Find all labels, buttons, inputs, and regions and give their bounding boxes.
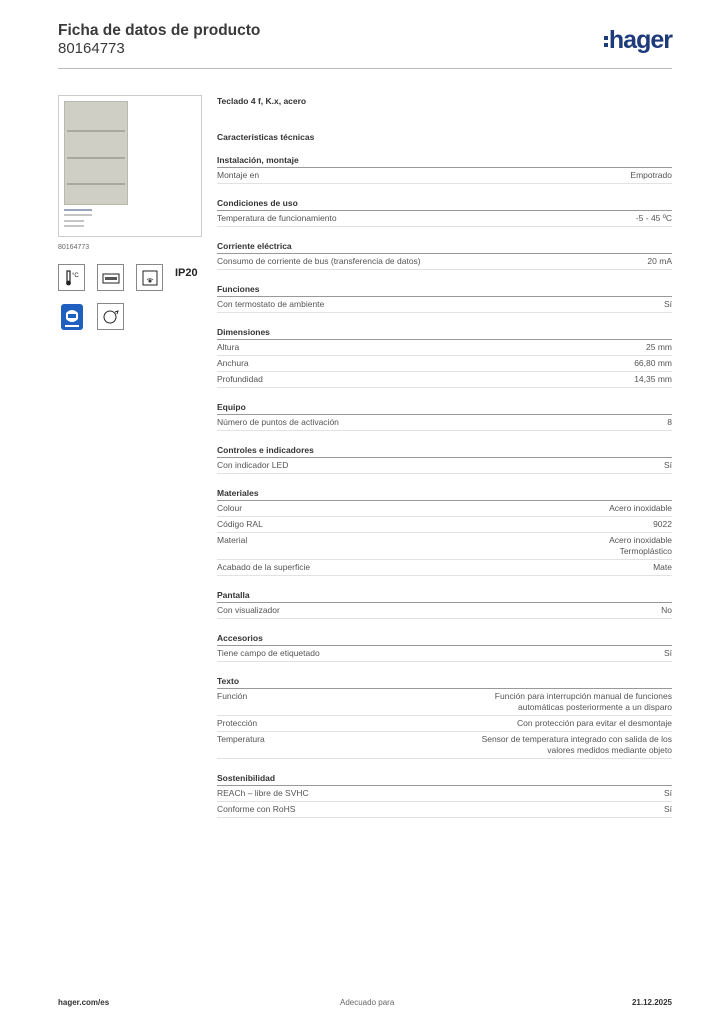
spec-value — [664, 804, 672, 815]
spec-label: Con termostato de ambiente — [217, 299, 325, 309]
footer-website: hager.com/es — [58, 998, 110, 1007]
spec-section — [217, 155, 672, 184]
spec-value-line: 25 mm — [646, 342, 672, 352]
image-product-code: 80164773 — [58, 244, 90, 251]
energy-label-icon — [58, 303, 85, 330]
product-description: Teclado 4 f, K.x, acero — [217, 96, 307, 106]
spec-value — [630, 170, 672, 181]
spec-value-line: Sí — [663, 788, 672, 798]
spec-row — [217, 297, 672, 313]
spec-row — [217, 732, 672, 759]
spec-row — [217, 646, 672, 662]
spec-row — [217, 211, 672, 227]
spec-value-line: Mate — [653, 562, 672, 572]
thermometer-celsius-icon — [58, 264, 85, 291]
spec-row — [217, 415, 672, 431]
spec-content — [217, 96, 672, 832]
spec-label: Material — [217, 535, 248, 545]
spec-value-line: 14,35 mm — [634, 374, 672, 384]
svg-text:°C: °C — [71, 272, 79, 279]
spec-label: Temperatura — [217, 734, 265, 744]
section-title: Sostenibilidad — [217, 773, 672, 786]
section-title: Condiciones de uso — [217, 198, 672, 211]
spec-value — [664, 460, 672, 471]
keypad-divider — [67, 157, 125, 159]
spec-label: Código RAL — [217, 519, 263, 529]
section-title: Pantalla — [217, 590, 672, 603]
spec-value-line: Acero inoxidable — [609, 535, 672, 545]
spec-value-line: Sí — [663, 299, 672, 309]
spec-value — [661, 605, 672, 616]
spec-value — [609, 503, 672, 514]
spec-value — [667, 417, 672, 428]
spec-section — [217, 284, 672, 313]
spec-section — [217, 676, 672, 759]
spec-row — [217, 340, 672, 356]
product-thumb-line — [64, 220, 84, 222]
spec-label: Temperatura de funcionamiento — [217, 213, 337, 223]
spec-label: Función — [217, 691, 248, 701]
keypad-divider — [67, 183, 125, 185]
section-title: Dimensiones — [217, 327, 672, 340]
page-title: Ficha de datos de producto — [58, 22, 261, 39]
spec-value-line: Sensor de temperatura integrado con salida de los — [481, 734, 672, 744]
spec-value — [647, 256, 672, 267]
ip-rating-icon: IP20 — [175, 267, 198, 279]
spec-row — [217, 560, 672, 576]
spec-row — [217, 786, 672, 802]
spec-value-line: No — [661, 605, 672, 615]
spec-value-line: valores medidos mediante objeto — [547, 745, 672, 755]
spec-value — [482, 734, 672, 756]
spec-value-line: automáticas posteriormente a un disparo — [517, 702, 672, 712]
sensor-icon — [136, 264, 163, 291]
spec-label: Altura — [217, 342, 240, 352]
spec-label: Colour — [217, 503, 243, 513]
section-title: Equipo — [217, 402, 672, 415]
spec-value-line: 20 mA — [647, 256, 672, 266]
spec-value — [664, 788, 672, 799]
spec-value — [517, 718, 672, 729]
spec-value — [634, 374, 672, 385]
spec-value — [664, 648, 672, 659]
spec-value — [653, 519, 672, 530]
spec-section — [217, 402, 672, 431]
section-title: Instalación, montaje — [217, 155, 672, 168]
spec-value — [634, 358, 672, 369]
section-title: Controles e indicadores — [217, 445, 672, 458]
display-icon — [97, 264, 124, 291]
spec-section — [217, 590, 672, 619]
spec-section — [217, 633, 672, 662]
spec-label: Anchura — [217, 358, 249, 368]
spec-row — [217, 356, 672, 372]
spec-label: REACh – libre de SVHC — [217, 788, 309, 798]
product-thumb-line — [64, 225, 84, 227]
spec-label: Acabado de la superficie — [217, 562, 311, 572]
spec-label: Con visualizador — [217, 605, 280, 615]
product-thumb-line — [64, 209, 92, 211]
spec-value — [636, 213, 672, 224]
spec-value-line: 9022 — [653, 519, 672, 529]
section-title: Materiales — [217, 488, 672, 501]
spec-value-line: Termoplástico — [619, 546, 672, 556]
keypad-divider — [67, 130, 125, 132]
section-title: Accesorios — [217, 633, 672, 646]
spec-section — [217, 241, 672, 270]
spec-label: Consumo de corriente de bus (transferencia de datos) — [217, 256, 421, 266]
spec-value-line: Empotrado — [630, 170, 672, 180]
logo-dots-icon — [604, 33, 608, 50]
spec-value-line: 66,80 mm — [634, 358, 672, 368]
spec-section — [217, 445, 672, 474]
tech-characteristics-title: Características técnicas — [217, 132, 315, 142]
spec-section — [217, 773, 672, 818]
hager-logo — [604, 26, 672, 55]
spec-section — [217, 327, 672, 388]
spec-value-line: -5 - 45 ºC — [635, 213, 672, 223]
spec-value-line: Sí — [663, 804, 672, 814]
spec-label: Profundidad — [217, 374, 263, 384]
spec-value-line: Con protección para evitar el desmontaje — [517, 718, 672, 728]
spec-value — [653, 562, 672, 573]
spec-label: Con indicador LED — [217, 460, 289, 470]
header-divider — [58, 68, 672, 69]
footer-date: 21.12.2025 — [631, 998, 672, 1007]
spec-section — [217, 488, 672, 576]
spec-value — [664, 299, 672, 310]
rotation-icon — [97, 303, 124, 330]
keypad-plate — [64, 101, 128, 205]
product-thumb-line — [64, 214, 92, 216]
product-number: 80164773 — [58, 40, 125, 57]
spec-row — [217, 501, 672, 517]
spec-label: Montaje en — [217, 170, 260, 180]
spec-label: Tiene campo de etiquetado — [217, 648, 320, 658]
spec-value — [495, 691, 672, 713]
spec-row — [217, 603, 672, 619]
spec-value-line: Función para interrupción manual de funciones — [494, 691, 672, 701]
spec-value-line: Sí — [663, 460, 672, 470]
spec-row — [217, 533, 672, 560]
section-title: Corriente eléctrica — [217, 241, 672, 254]
spec-section — [217, 198, 672, 227]
spec-row — [217, 517, 672, 533]
spec-label: Protección — [217, 718, 258, 728]
spec-sections — [217, 155, 672, 818]
spec-row — [217, 254, 672, 270]
spec-value-line: Acero inoxidable — [609, 503, 672, 513]
spec-row — [217, 802, 672, 818]
logo-text: hager — [608, 26, 672, 54]
spec-row — [217, 458, 672, 474]
spec-value-line: 8 — [667, 417, 672, 427]
spec-row — [217, 168, 672, 184]
spec-value — [646, 342, 672, 353]
spec-row — [217, 689, 672, 716]
spec-row — [217, 372, 672, 388]
section-title: Texto — [217, 676, 672, 689]
spec-value-line: Sí — [663, 648, 672, 658]
spec-label: Conforme con RoHS — [217, 804, 296, 814]
spec-label: Número de puntos de activación — [217, 417, 339, 427]
spec-value — [609, 535, 672, 557]
section-title: Funciones — [217, 284, 672, 297]
product-image — [58, 95, 202, 237]
spec-row — [217, 716, 672, 732]
footer-suitable-for: Adecuado para — [340, 998, 395, 1007]
